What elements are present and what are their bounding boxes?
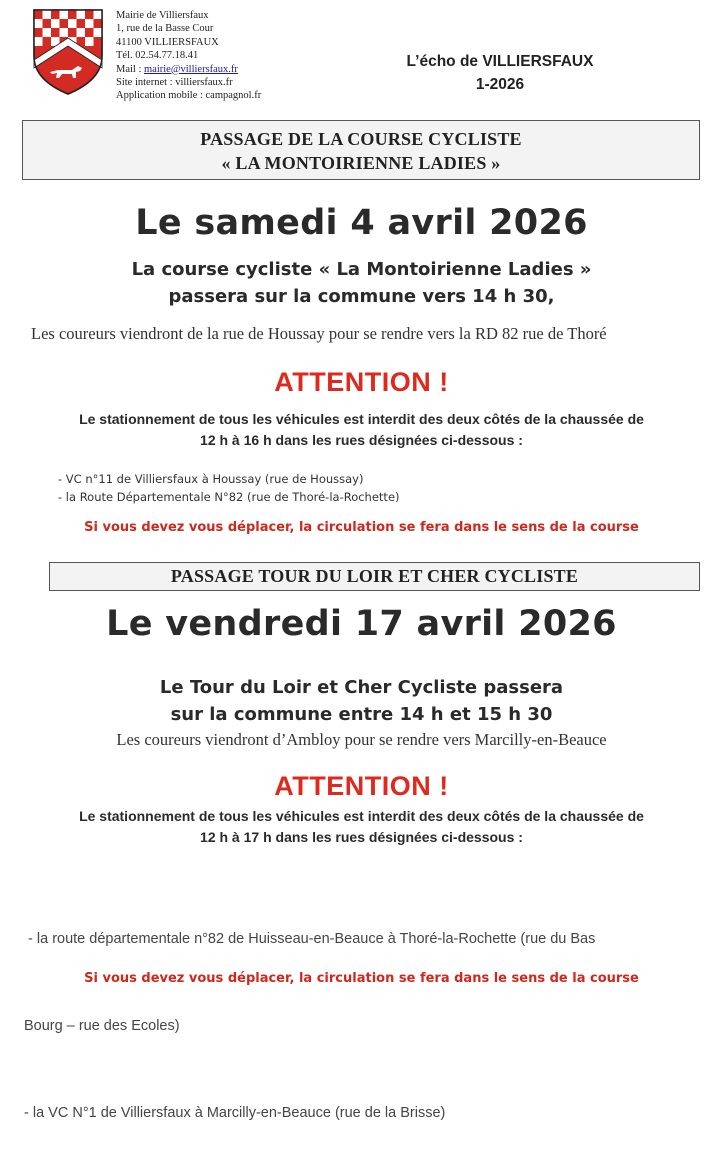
section1-date: Le samedi 4 avril 2026 xyxy=(135,203,588,243)
section2-subhead xyxy=(0,674,723,728)
section1-attention: ATTENTION ! xyxy=(274,367,449,397)
section2-subhead-line1: Le Tour du Loir et Cher Cycliste passera xyxy=(159,677,564,698)
echo-issue: 1-2026 xyxy=(475,76,525,93)
section1-street-list xyxy=(58,470,400,506)
section1-box-line1: PASSAGE DE LA COURSE CYCLISTE xyxy=(200,129,522,149)
section2-detour-note: Si vous devez vous déplacer, la circulation se fera dans le sens de la course xyxy=(84,971,639,986)
address-line: Mairie de Villiersfaux xyxy=(116,10,209,21)
section2-route-text: Les coureurs viendront d’Ambloy pour se rendre vers Marcilly-en-Beauce xyxy=(116,730,607,749)
echo-title: L’écho de VILLIERSFAUX xyxy=(406,53,594,70)
list-item: - la Route Départementale N°82 (rue de Thoré-la-Rochette) xyxy=(58,490,400,504)
site-line: Site internet : villiersfaux.fr xyxy=(116,77,233,89)
address-line: 41100 VILLIERSFAUX xyxy=(116,36,219,48)
coat-of-arms-logo xyxy=(32,8,104,96)
section1-subhead-line2: passera sur la commune vers 14 h 30, xyxy=(168,286,555,307)
mail-label: Mail : xyxy=(116,63,144,75)
section1-route-text: Les coureurs viendront de la rue de Houssay pour se rendre vers la RD 82 rue de Thoré xyxy=(31,324,607,343)
section1-rule-line2: 12 h à 16 h dans les rues désignées ci-dessous : xyxy=(200,432,523,448)
section2-street-list xyxy=(24,867,595,1157)
phone-line: Tél. 02.54.77.18.41 xyxy=(116,50,199,62)
list-item-continuation: Bourg – rue des Ecoles) xyxy=(24,1018,180,1034)
section1-box-line2: « LA MONTOIRIENNE LADIES » xyxy=(221,153,501,173)
section1-subhead xyxy=(0,256,723,310)
section2-title-box: PASSAGE TOUR DU LOIR ET CHER CYCLISTE xyxy=(49,562,700,591)
section1-rule xyxy=(0,409,723,451)
section1-subhead-line1: La course cycliste « La Montoirienne Ladies » xyxy=(131,259,592,280)
section2-subhead-line2: sur la commune entre 14 h et 15 h 30 xyxy=(170,704,553,725)
mail-link[interactable]: mairie@villiersfaux.fr xyxy=(144,63,238,75)
list-item: - la route départementale n°82 de Huisseau-en-Beauce à Thoré-la-Rochette (rue du Bas xyxy=(24,931,596,947)
section2-rule-line1: Le stationnement de tous les véhicules est interdit des deux côtés de la chaussée de xyxy=(79,808,644,824)
mairie-address xyxy=(116,9,261,103)
app-line: Application mobile : campagnol.fr xyxy=(116,90,262,102)
newsletter-title xyxy=(400,50,600,96)
list-item: - VC n°11 de Villiersfaux à Houssay (rue de Houssay) xyxy=(58,472,364,486)
list-item: - la VC N°1 de Villiersfaux à Marcilly-en-Beauce (rue de la Brisse) xyxy=(24,1105,446,1121)
section2-rule xyxy=(0,806,723,848)
address-line: 1, rue de la Basse Cour xyxy=(116,23,214,35)
section1-detour-note: Si vous devez vous déplacer, la circulation se fera dans le sens de la course xyxy=(84,520,639,535)
section2-attention: ATTENTION ! xyxy=(274,771,449,801)
section2-rule-line2: 12 h à 17 h dans les rues désignées ci-dessous : xyxy=(200,829,523,845)
mail-line xyxy=(116,63,261,76)
section2-date: Le vendredi 17 avril 2026 xyxy=(106,604,617,644)
section1-title-box xyxy=(22,120,700,180)
section1-rule-line1: Le stationnement de tous les véhicules est interdit des deux côtés de la chaussée de xyxy=(79,411,644,427)
